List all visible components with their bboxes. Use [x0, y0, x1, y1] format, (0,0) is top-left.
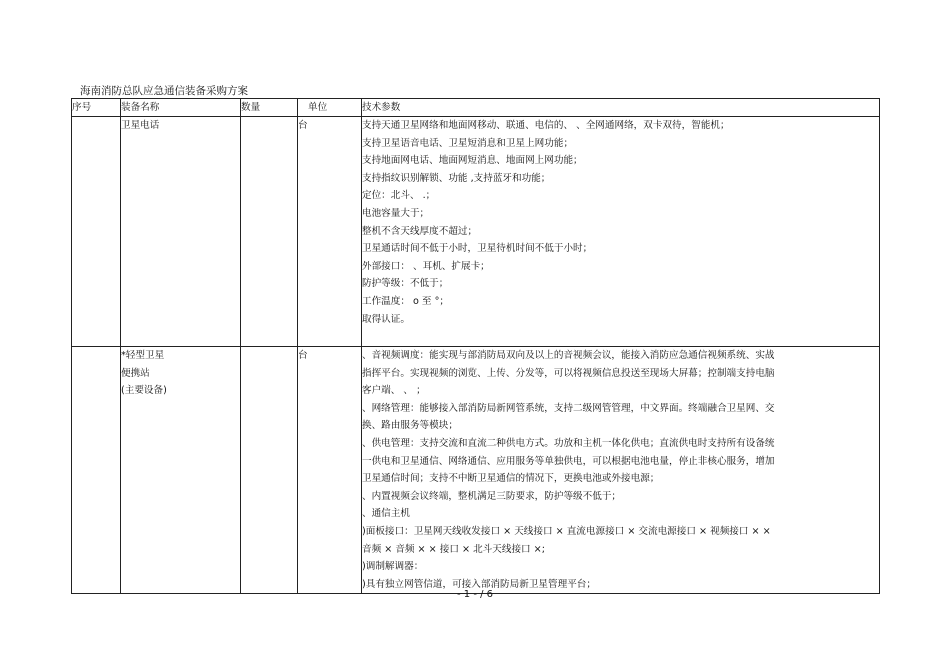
row-unit: 台	[298, 117, 362, 347]
name-line: (主要设备)	[121, 385, 167, 396]
spec-line: )具有独立网管信道，可接入部消防局新卫星管理平台；	[362, 578, 596, 590]
name-line: 卫星电话	[121, 120, 160, 131]
spec-line: )调制解调器：	[362, 561, 424, 573]
document-title: 海南消防总队应急通信装备采购方案	[80, 85, 248, 97]
spec-line: 防护等级：不低于；	[362, 278, 449, 290]
spec-line: 取得认证。	[362, 313, 410, 325]
header-unit: 单位	[298, 99, 362, 117]
spec-line: 电池容量大于；	[362, 207, 430, 219]
name-line: 便携站	[121, 367, 150, 379]
header-index: 序号	[72, 99, 121, 117]
header-name: 装备名称	[121, 99, 241, 117]
table-header-row	[72, 99, 880, 117]
spec-line: 音频 × 音频 × × 接口 × 北斗天线接口 ×;	[362, 543, 545, 555]
spec-line: 定位：北斗、 .；	[362, 190, 436, 202]
row-name	[121, 117, 241, 347]
table-row	[72, 347, 880, 594]
spec-line: 指挥平台。实现视频的浏览、上传、分发等，可以将视频信息投送至现场大屏幕；控制端支持电脑	[362, 367, 775, 379]
row-unit: 台	[298, 347, 362, 594]
equipment-table	[71, 98, 880, 594]
spec-line: 支持指纹识别解锁、功能 ,支持蓝牙和功能；	[362, 172, 551, 184]
spec-line: 、网络管理：能够接入部消防局新网管系统，支持二级网管管理，中文界面。终端融合卫星网、交	[362, 402, 775, 414]
spec-line: 工作温度： o 至 °；	[362, 295, 449, 307]
spec-line: 卫星通信时间；支持不中断卫星通信的情况下，更换电池或外接电源；	[362, 473, 660, 485]
spec-line: 整机不含天线厚度不超过；	[362, 225, 478, 237]
row-index	[72, 347, 121, 594]
row-index	[72, 117, 121, 347]
name-line: *轻型卫星	[121, 350, 165, 361]
spec-line: 外部接口： 、耳机、扩展卡；	[362, 260, 490, 272]
spec-line: 一供电和卫星通信、网络通信、应用服务等单独供电，可以根据电池电量，停止非核心服务，增加	[362, 455, 775, 467]
row-specs	[362, 117, 880, 347]
row-quantity	[241, 117, 298, 347]
spec-line: )面板接口：卫星网天线收发接口 × 天线接口 × 直流电源接口 × 交流电源接口 × 视频接口 × ×	[362, 525, 771, 537]
header-quantity: 数量	[241, 99, 298, 117]
row-specs	[362, 347, 880, 594]
spec-line: 、供电管理：支持交流和直流二种供电方式。功放和主机一体化供电；直流供电时支持所有设备统	[362, 437, 775, 449]
row-name	[121, 347, 241, 594]
spec-line: 、音视频调度：能实现与部消防局双向及以上的音视频会议，能接入消防应急通信视频系统、实战	[362, 350, 775, 361]
spec-line: 支持地面网电话、地面网短消息、地面网上网功能；	[362, 155, 583, 167]
spec-line: 换、路由服务等模块；	[362, 420, 458, 432]
spec-line: 、通信主机	[362, 508, 410, 520]
row-quantity	[241, 347, 298, 594]
spec-line: 客户端、 、 ；	[362, 385, 426, 397]
spec-line: 、内置视频会议终端，整机满足三防要求，防护等级不低于；	[362, 490, 622, 502]
table-row	[72, 117, 880, 347]
spec-line: 支持天通卫星网络和地面网移动、联通、电信的、 、全网通网络，双卡双待，智能机；	[362, 120, 730, 131]
spec-line: 支持卫星语音电话、卫星短消息和卫星上网功能；	[362, 137, 574, 149]
spec-line: 卫星通话时间不低于小时，卫星待机时间不低于小时；	[362, 243, 593, 255]
page-number: - 1 - / 6	[456, 589, 494, 600]
header-specs: 技术参数	[362, 99, 880, 117]
